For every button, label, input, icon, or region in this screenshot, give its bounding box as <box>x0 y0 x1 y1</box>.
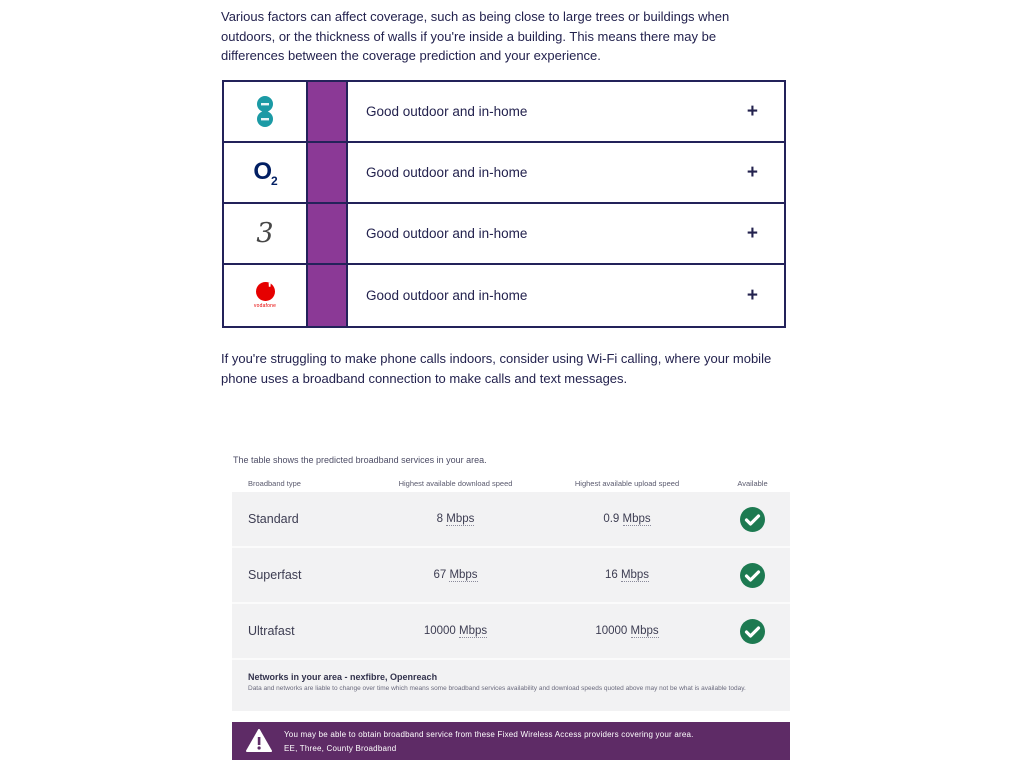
wifi-calling-paragraph: If you're struggling to make phone calls indoors, consider using Wi-Fi calling, where your mobile phone uses a broadband connection to make calls and text messages. <box>221 351 772 386</box>
availability-cell <box>721 619 784 644</box>
banner-providers: EE, Three, County Broadband <box>284 743 397 753</box>
table-row-three <box>224 204 784 265</box>
broadband-table <box>232 492 790 711</box>
coverage-status-text: Good outdoor and in-home <box>366 165 528 180</box>
broadband-type-label: Ultrafast <box>248 624 295 638</box>
fwa-warning-banner <box>232 722 790 760</box>
table-row-o2 <box>224 143 784 204</box>
expand-plus-button[interactable]: + <box>746 285 758 306</box>
o2-logo-icon: $O_2$ <box>253 157 277 188</box>
banner-message: You may be able to obtain broadband service from these Fixed Wireless Access providers covering your area. <box>284 729 694 739</box>
download-speed-value: 8 Mbps <box>436 513 475 525</box>
mbps-tooltip-term[interactable]: Mbps <box>620 569 650 581</box>
upload-speed-value: 0.9 Mbps <box>603 513 651 525</box>
column-header-available: Available <box>737 479 768 488</box>
vodafone-logo <box>224 265 308 326</box>
coverage-status-text: Good outdoor and in-home <box>366 226 528 241</box>
coverage-status-cell <box>348 143 784 202</box>
upload-speed-value: 10000 Mbps <box>595 625 659 637</box>
upload-speed-value: 16 Mbps <box>604 569 650 581</box>
coverage-status-text: Good outdoor and in-home <box>366 104 528 119</box>
signal-strength-bar <box>308 143 348 202</box>
mbps-tooltip-term[interactable]: Mbps <box>630 625 659 637</box>
vodafone-logo-icon <box>256 282 275 301</box>
signal-strength-bar <box>308 204 348 263</box>
available-check-icon <box>740 563 765 588</box>
o2-logo <box>224 143 308 202</box>
mbps-tooltip-term[interactable]: Mbps <box>449 569 478 581</box>
warning-triangle-icon <box>246 729 272 753</box>
availability-cell <box>721 563 784 588</box>
download-speed-value: 67 Mbps <box>433 569 478 581</box>
expand-plus-button[interactable]: + <box>746 101 758 122</box>
ee-logo <box>224 82 308 141</box>
table-row-standard <box>232 492 790 548</box>
banner-text <box>284 730 694 753</box>
vodafone-logo-word: vodafone <box>253 303 277 309</box>
available-check-icon <box>740 507 765 532</box>
table-row-vodafone <box>224 265 784 326</box>
three-logo-icon: 3 <box>256 218 274 249</box>
coverage-status-cell <box>348 204 784 263</box>
mbps-tooltip-term[interactable]: Mbps <box>446 513 475 525</box>
table-row-superfast <box>232 548 790 604</box>
expand-plus-button[interactable]: + <box>746 223 758 244</box>
table-row-ultrafast <box>232 604 790 660</box>
column-header-upload: Highest available upload speed <box>574 479 680 488</box>
networks-in-area <box>232 660 790 692</box>
available-check-icon <box>740 619 765 644</box>
networks-label: Networks in your area - nexfibre, Openreach <box>248 672 438 682</box>
broadband-type-label: Superfast <box>248 568 302 582</box>
mobile-coverage-table <box>222 80 786 328</box>
ee-logo-icon <box>254 95 276 129</box>
download-speed-value: 10000 Mbps <box>423 625 488 637</box>
coverage-status-text: Good outdoor and in-home <box>366 288 528 303</box>
broadband-table-header <box>232 477 790 488</box>
broadband-disclaimer: Data and networks are liable to change over time which means some broadband services availability and download speeds quoted above may not be what is available today. <box>248 685 746 692</box>
table-row-ee <box>224 82 784 143</box>
signal-strength-bar <box>308 265 348 326</box>
coverage-status-cell <box>348 265 784 326</box>
mbps-tooltip-term[interactable]: Mbps <box>459 625 488 637</box>
availability-cell <box>721 507 784 532</box>
coverage-intro-paragraph: Various factors can affect coverage, such as being close to large trees or buildings when outdoors, or the thickness of walls if you're inside a building. This means there may be differences between the coverage prediction and your experience. <box>221 9 730 63</box>
mbps-tooltip-term[interactable]: Mbps <box>622 513 651 525</box>
broadband-intro-text: The table shows the predicted broadband services in your area. <box>233 455 487 465</box>
three-logo <box>224 204 308 263</box>
column-header-download: Highest available download speed <box>398 479 513 488</box>
signal-strength-bar <box>308 82 348 141</box>
broadband-type-label: Standard <box>248 512 299 526</box>
coverage-status-cell <box>348 82 784 141</box>
expand-plus-button[interactable]: + <box>746 162 758 183</box>
column-header-type: Broadband type <box>248 479 301 488</box>
